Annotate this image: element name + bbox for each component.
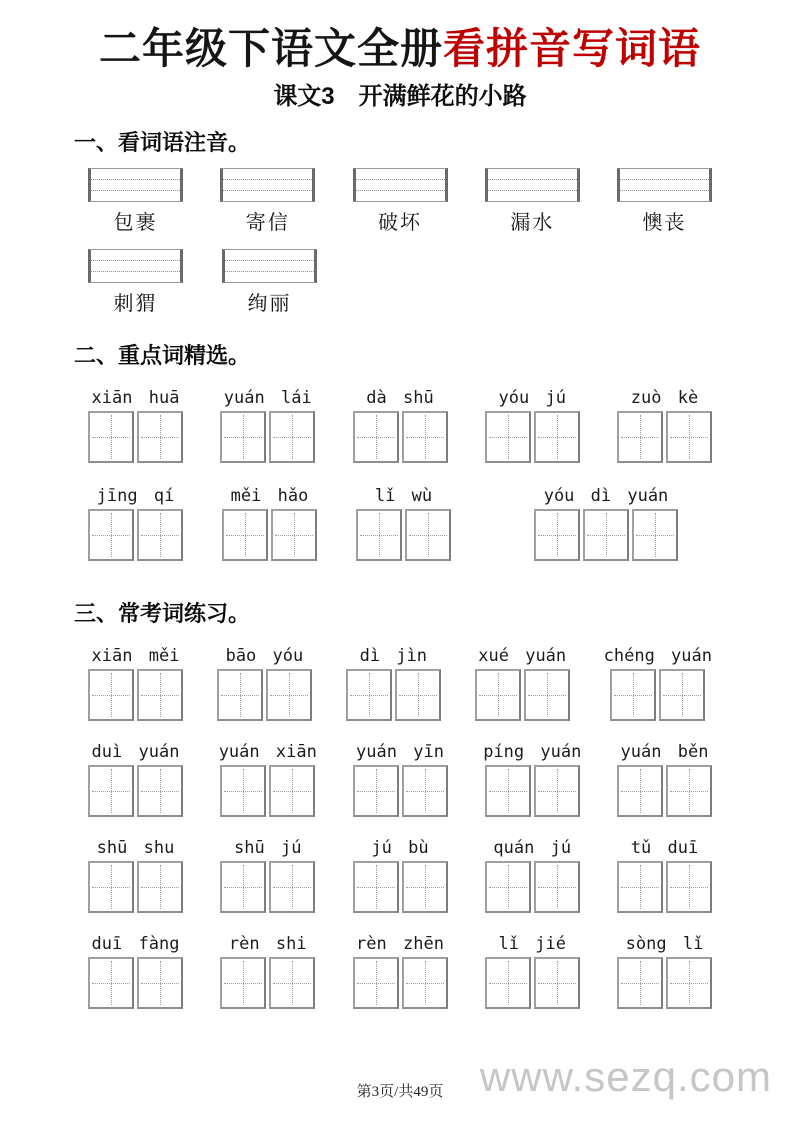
grid-guide-horizontal [538, 791, 576, 792]
writing-box [666, 765, 712, 817]
lesson-subtitle: 课文3 开满鲜花的小路 [273, 83, 527, 110]
pinyin-write-item [353, 387, 448, 463]
writing-boxes [353, 411, 448, 463]
writing-boxes [222, 509, 317, 561]
grid-guide-horizontal [226, 535, 264, 536]
pinyin-write-item [220, 387, 315, 463]
grid-guide-horizontal [636, 535, 674, 536]
writing-boxes [220, 957, 315, 1009]
exercise-row [88, 933, 712, 1009]
grid-guide-horizontal [621, 791, 659, 792]
grid-guide-horizontal [273, 887, 311, 888]
section-2 [0, 343, 800, 561]
writing-boxes [356, 509, 451, 561]
writing-box [666, 861, 712, 913]
grid-guide-horizontal [141, 887, 179, 888]
grid-guide-horizontal [621, 887, 659, 888]
annotate-item [220, 168, 315, 236]
writing-box [534, 861, 580, 913]
grid-guide-horizontal [141, 535, 179, 536]
writing-box [137, 957, 183, 1009]
word-label: 绚丽 [247, 293, 292, 315]
pinyin-ruled-box [88, 168, 183, 202]
pinyin-write-item [220, 837, 315, 913]
rule-line [91, 260, 180, 261]
grid-guide-horizontal [224, 437, 262, 438]
writing-boxes [88, 509, 183, 561]
watermark: www.sezq.com [479, 1053, 772, 1100]
writing-boxes [485, 861, 580, 913]
writing-box [266, 669, 312, 721]
writing-box [269, 765, 315, 817]
rule-line [225, 271, 314, 272]
writing-box [534, 411, 580, 463]
pinyin-write-item [353, 837, 448, 913]
grid-guide-horizontal [92, 695, 130, 696]
rule-line [223, 190, 312, 191]
writing-boxes [617, 957, 712, 1009]
writing-boxes [217, 669, 312, 721]
writing-box [610, 669, 656, 721]
grid-guide-horizontal [399, 695, 437, 696]
rule-line [620, 179, 709, 180]
grid-guide-horizontal [141, 791, 179, 792]
grid-guide-horizontal [273, 983, 311, 984]
annotate-item [617, 168, 712, 236]
grid-guide-horizontal [406, 983, 444, 984]
pinyin-write-item [617, 387, 712, 463]
rule-line [356, 190, 445, 191]
writing-box [666, 957, 712, 1009]
writing-box [88, 765, 134, 817]
word-label: 寄信 [245, 212, 290, 234]
writing-box [353, 957, 399, 1009]
writing-box [137, 509, 183, 561]
pinyin-ruled-box [222, 249, 317, 283]
writing-boxes [617, 861, 712, 913]
pinyin-write-item [604, 645, 712, 721]
writing-box [356, 509, 402, 561]
grid-guide-horizontal [409, 535, 447, 536]
writing-box [137, 411, 183, 463]
grid-guide-horizontal [670, 791, 708, 792]
page-title-main: 二年级下语文全册 [98, 27, 443, 73]
pinyin-write-item [346, 645, 441, 721]
writing-box [617, 411, 663, 463]
writing-box [137, 861, 183, 913]
rule-line [225, 260, 314, 261]
writing-box [220, 765, 266, 817]
pinyin-ruled-box [617, 168, 712, 202]
pinyin-write-item [617, 837, 712, 913]
writing-box [485, 411, 531, 463]
worksheet-sections [0, 130, 800, 1009]
grid-guide-horizontal [221, 695, 259, 696]
writing-box [405, 509, 451, 561]
writing-box [220, 411, 266, 463]
pinyin-label: dì jìn [359, 646, 428, 666]
grid-guide-horizontal [224, 983, 262, 984]
pinyin-label: lǐ wù [374, 486, 433, 506]
exercise-row [88, 837, 712, 913]
grid-guide-horizontal [360, 535, 398, 536]
grid-guide-horizontal [489, 983, 527, 984]
grid-guide-horizontal [273, 437, 311, 438]
grid-guide-horizontal [357, 983, 395, 984]
pinyin-ruled-box [485, 168, 580, 202]
writing-box [583, 509, 629, 561]
grid-guide-horizontal [621, 437, 659, 438]
writing-boxes [485, 765, 580, 817]
grid-guide-horizontal [538, 437, 576, 438]
word-label: 漏水 [510, 212, 555, 234]
writing-boxes [346, 669, 441, 721]
pinyin-write-item [88, 741, 183, 817]
grid-guide-horizontal [479, 695, 517, 696]
writing-box [534, 765, 580, 817]
pinyin-label: jú bù [371, 838, 429, 858]
writing-box [269, 861, 315, 913]
grid-guide-horizontal [670, 437, 708, 438]
pinyin-label: yóu jú [498, 388, 566, 408]
writing-box [534, 509, 580, 561]
pinyin-write-item [88, 645, 183, 721]
writing-boxes [353, 861, 448, 913]
section-3 [0, 601, 800, 1009]
pinyin-write-item [483, 741, 581, 817]
pinyin-label: chéng yuán [603, 646, 712, 666]
writing-box [353, 765, 399, 817]
pinyin-label: tǔ duī [630, 838, 699, 858]
annotate-item [485, 168, 580, 236]
pinyin-ruled-box [353, 168, 448, 202]
grid-guide-horizontal [538, 887, 576, 888]
rule-line [91, 190, 180, 191]
grid-guide-horizontal [670, 887, 708, 888]
pinyin-write-item [88, 387, 183, 463]
grid-guide-horizontal [357, 437, 395, 438]
pinyin-write-item [356, 485, 451, 561]
pinyin-write-item [222, 485, 317, 561]
page-title-highlight: 看拼音写词语 [443, 27, 702, 73]
writing-box [269, 411, 315, 463]
annotate-item [88, 249, 183, 317]
grid-guide-horizontal [406, 437, 444, 438]
exercise-row [88, 485, 712, 561]
pinyin-label: bāo yóu [225, 646, 304, 666]
grid-guide-horizontal [270, 695, 308, 696]
rule-line [488, 190, 577, 191]
writing-box [222, 509, 268, 561]
pinyin-label: lǐ jié [498, 934, 566, 954]
writing-boxes [88, 765, 183, 817]
writing-boxes [485, 957, 580, 1009]
writing-boxes [353, 765, 448, 817]
pinyin-label: yuán yīn [356, 742, 444, 762]
pinyin-write-item [485, 933, 580, 1009]
grid-guide-horizontal [141, 437, 179, 438]
writing-boxes [220, 765, 315, 817]
pinyin-write-item [534, 485, 678, 561]
writing-box [402, 957, 448, 1009]
writing-boxes [88, 411, 183, 463]
grid-guide-horizontal [406, 791, 444, 792]
word-label: 包裹 [113, 212, 158, 234]
grid-guide-horizontal [614, 695, 652, 696]
grid-guide-horizontal [141, 983, 179, 984]
pinyin-label: rèn zhēn [356, 934, 444, 954]
grid-guide-horizontal [528, 695, 566, 696]
exercise-row [88, 741, 712, 817]
word-label: 刺猬 [113, 293, 158, 315]
writing-box [485, 765, 531, 817]
writing-box [271, 509, 317, 561]
pinyin-label: shū jú [234, 838, 302, 858]
grid-guide-horizontal [357, 887, 395, 888]
grid-guide-horizontal [489, 887, 527, 888]
rule-line [488, 179, 577, 180]
writing-box [617, 765, 663, 817]
pinyin-label: měi hǎo [230, 486, 309, 506]
grid-guide-horizontal [92, 983, 130, 984]
grid-guide-horizontal [92, 437, 130, 438]
pinyin-label: shū shu [96, 838, 175, 858]
rule-line [91, 271, 180, 272]
writing-boxes [610, 669, 705, 721]
writing-box [88, 509, 134, 561]
writing-boxes [88, 957, 183, 1009]
grid-guide-horizontal [489, 791, 527, 792]
grid-guide-horizontal [489, 437, 527, 438]
writing-box [485, 861, 531, 913]
grid-guide-horizontal [92, 535, 130, 536]
writing-box [617, 957, 663, 1009]
page-title [0, 0, 800, 76]
writing-box [346, 669, 392, 721]
grid-guide-horizontal [538, 983, 576, 984]
pinyin-write-item [219, 741, 317, 817]
writing-box [353, 411, 399, 463]
writing-box [402, 765, 448, 817]
annotate-item [222, 249, 317, 317]
annotate-item [88, 168, 183, 236]
writing-box [88, 957, 134, 1009]
writing-box [269, 957, 315, 1009]
pinyin-label: quán jú [493, 838, 572, 858]
pinyin-write-item [220, 933, 315, 1009]
pinyin-write-item [485, 837, 580, 913]
pinyin-label: yuán běn [620, 742, 709, 762]
writing-box [475, 669, 521, 721]
page-number: 第3页/共49页 [356, 1084, 444, 1100]
writing-box [395, 669, 441, 721]
pinyin-label: xiān huā [91, 388, 180, 408]
grid-guide-horizontal [224, 887, 262, 888]
rule-line [91, 179, 180, 180]
grid-guide-horizontal [587, 535, 625, 536]
writing-boxes [617, 765, 712, 817]
writing-box [632, 509, 678, 561]
grid-guide-horizontal [621, 983, 659, 984]
grid-guide-horizontal [670, 983, 708, 984]
pinyin-write-item [485, 387, 580, 463]
pinyin-write-item [88, 837, 183, 913]
writing-box [217, 669, 263, 721]
exercise-row [88, 249, 712, 317]
writing-box [659, 669, 705, 721]
pinyin-write-item [217, 645, 312, 721]
pinyin-label: yóu dì yuán [543, 486, 669, 506]
writing-box [524, 669, 570, 721]
writing-box [88, 669, 134, 721]
writing-boxes [88, 669, 183, 721]
pinyin-ruled-box [220, 168, 315, 202]
writing-boxes [88, 861, 183, 913]
writing-box [534, 957, 580, 1009]
pinyin-label: dà shū [366, 388, 434, 408]
exercise-row [88, 387, 712, 463]
pinyin-label: zuò kè [630, 388, 699, 408]
grid-guide-horizontal [92, 791, 130, 792]
writing-boxes [534, 509, 678, 561]
exercise-row [88, 168, 712, 236]
pinyin-write-item [475, 645, 570, 721]
annotate-item [353, 168, 448, 236]
grid-guide-horizontal [357, 791, 395, 792]
grid-guide-horizontal [224, 791, 262, 792]
pinyin-label: xué yuán [478, 646, 567, 666]
writing-box [220, 861, 266, 913]
pinyin-write-item [88, 485, 183, 561]
pinyin-write-item [353, 933, 448, 1009]
grid-guide-horizontal [406, 887, 444, 888]
pinyin-label: jīng qí [96, 486, 175, 506]
writing-box [666, 411, 712, 463]
grid-guide-horizontal [538, 535, 576, 536]
grid-guide-horizontal [92, 887, 130, 888]
writing-box [88, 411, 134, 463]
pinyin-write-item [353, 741, 448, 817]
writing-box [353, 861, 399, 913]
writing-box [220, 957, 266, 1009]
pinyin-label: duì yuán [91, 742, 180, 762]
writing-boxes [220, 861, 315, 913]
rule-line [223, 179, 312, 180]
pinyin-label: xiān měi [91, 646, 180, 666]
writing-box [485, 957, 531, 1009]
writing-box [88, 861, 134, 913]
writing-boxes [617, 411, 712, 463]
section-heading: 二、重点词精选。 [74, 343, 251, 368]
grid-guide-horizontal [350, 695, 388, 696]
writing-box [402, 861, 448, 913]
exercise-row [88, 645, 712, 721]
pinyin-write-item [617, 933, 712, 1009]
rule-line [620, 190, 709, 191]
grid-guide-horizontal [663, 695, 701, 696]
pinyin-label: sòng lǐ [625, 934, 704, 954]
section-heading: 一、看词语注音。 [74, 130, 251, 155]
pinyin-write-item [617, 741, 712, 817]
pinyin-label: duī fàng [91, 934, 180, 954]
word-label: 破坏 [378, 212, 422, 234]
pinyin-write-item [88, 933, 183, 1009]
pinyin-label: yuán lái [223, 388, 312, 408]
writing-boxes [220, 411, 315, 463]
writing-box [137, 669, 183, 721]
section-heading: 三、常考词练习。 [74, 601, 251, 626]
pinyin-label: rèn shi [228, 934, 307, 954]
writing-boxes [475, 669, 570, 721]
pinyin-label: yuán xiān [218, 742, 317, 762]
word-label: 懊丧 [642, 212, 687, 234]
grid-guide-horizontal [273, 791, 311, 792]
writing-boxes [485, 411, 580, 463]
writing-box [402, 411, 448, 463]
rule-line [356, 179, 445, 180]
writing-box [137, 765, 183, 817]
grid-guide-horizontal [141, 695, 179, 696]
pinyin-label: píng yuán [483, 742, 582, 762]
grid-guide-horizontal [275, 535, 313, 536]
writing-box [617, 861, 663, 913]
section-1 [0, 130, 800, 317]
writing-boxes [353, 957, 448, 1009]
pinyin-ruled-box [88, 249, 183, 283]
